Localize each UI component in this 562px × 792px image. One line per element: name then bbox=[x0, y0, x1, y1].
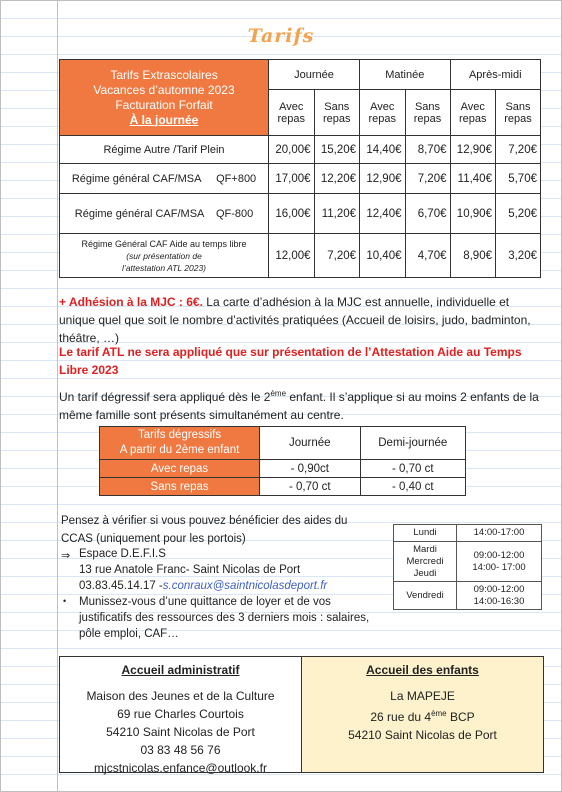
price-cell: 11,20€ bbox=[314, 194, 359, 234]
degressive-table bbox=[99, 426, 466, 496]
price-cell: 11,40€ bbox=[450, 164, 495, 194]
espace-block bbox=[79, 546, 379, 594]
children-contact bbox=[302, 657, 543, 772]
period-apres-midi: Après-midi bbox=[450, 60, 541, 90]
price-cell: 12,20€ bbox=[314, 164, 359, 194]
header-line: Vacances d’automne 2023 bbox=[93, 82, 235, 97]
atl-note: Le tarif ATL ne sera appliqué que sur présentation de l’Attestation Aide au Temps Libre 2023 bbox=[59, 345, 522, 377]
price-cell: 12,00€ bbox=[269, 234, 314, 278]
degressive-text: enfant. Il s’applique si au moins 2 enfants de la même famille sont présents simultanément au centre. bbox=[59, 390, 539, 422]
price-cell: 10,90€ bbox=[450, 194, 495, 234]
times-cell: 14:00-17:00 bbox=[457, 525, 542, 542]
table-row bbox=[100, 478, 466, 496]
espace-address: 13 rue Anatole Franc- Saint Nicolas de Port bbox=[79, 564, 301, 576]
table-row bbox=[60, 164, 541, 194]
price-cell: 5,20€ bbox=[495, 194, 540, 234]
subcol-sans: Sans repas bbox=[495, 90, 540, 136]
degressive-header: Tarifs dégressifs A partir du 2ème enfant bbox=[100, 427, 260, 460]
degressive-text: Un tarif dégressif sera appliqué dès le 2 bbox=[59, 390, 271, 404]
price-cell: 8,90€ bbox=[450, 234, 495, 278]
price-cell: 12,90€ bbox=[360, 164, 405, 194]
header-line: Tarifs Extrascolaires bbox=[110, 67, 218, 82]
price-cell: 12,40€ bbox=[360, 194, 405, 234]
days-cell: Mardi Mercredi Jeudi bbox=[394, 542, 457, 582]
row-label-main: Régime Général CAF Aide au temps libre bbox=[81, 238, 247, 249]
degressive-paragraph bbox=[59, 385, 541, 424]
price-cell: 16,00€ bbox=[269, 194, 314, 234]
contacts-box bbox=[59, 656, 544, 773]
header-line: Facturation Forfait bbox=[115, 97, 213, 112]
espace-email-link[interactable]: s.conraux@saintnicolasdeport.fr bbox=[162, 580, 328, 592]
row-label: Régime général CAF/MSA QF-800 bbox=[60, 194, 269, 234]
price-cell: 5,70€ bbox=[495, 164, 540, 194]
days-cell: Lundi bbox=[394, 525, 457, 542]
times-cell: 09:00-12:00 14:00- 17:00 bbox=[457, 542, 542, 582]
subcol-avec: Avec repas bbox=[450, 90, 495, 136]
children-line: 26 rue du 4ème BCP bbox=[370, 709, 475, 724]
admin-email[interactable]: mjcstnicolas.enfance@outlook.fr bbox=[94, 761, 267, 775]
admin-line: 54210 Saint Nicolas de Port bbox=[106, 725, 255, 739]
adhesion-text: La carte d’adhésion à la MJC est annuelle, individuelle et unique quel que soit le nombre d’activités pratiquées (Accueil de loisirs, judo, badminton, théâtre, …) bbox=[59, 295, 531, 345]
arrow-bullet-icon: ⇒ bbox=[61, 550, 71, 562]
adhesion-paragraph bbox=[59, 293, 541, 347]
margin-line bbox=[57, 1, 58, 791]
price-cell: 7,20€ bbox=[314, 234, 359, 278]
espace-name: Espace D.E.F.I.S bbox=[79, 548, 166, 560]
opening-hours-table bbox=[393, 524, 542, 610]
row-label: Régime Autre /Tarif Plein bbox=[60, 136, 269, 164]
price-cell: 3,20€ bbox=[495, 234, 540, 278]
docs-note: Munissez-vous d’une quittance de loyer et de vos justificatifs des ressources des 3 derniers mois : salaires, pôle emploi, CAF… bbox=[79, 596, 370, 640]
table-row bbox=[394, 582, 542, 610]
table-row bbox=[60, 194, 541, 234]
table-row bbox=[394, 525, 542, 542]
admin-line: Maison des Jeunes et de la Culture bbox=[86, 689, 275, 703]
admin-line: 69 rue Charles Courtois bbox=[117, 707, 244, 721]
admin-title: Accueil administratif bbox=[121, 663, 240, 677]
period-journee: Journée bbox=[269, 60, 360, 90]
espace-phone: 03.83.45.14.17 - bbox=[79, 580, 163, 592]
ccas-intro: Pensez à vérifier si vous pouvez bénéficier des aides du CCAS (uniquement pour les portois) bbox=[61, 515, 348, 545]
subcol-avec: Avec repas bbox=[269, 90, 314, 136]
tariff-header-cell bbox=[60, 60, 269, 136]
adhesion-price: + Adhésion à la MJC : 6€. bbox=[59, 295, 203, 309]
row-label-note: l’attestation ATL 2023) bbox=[122, 262, 206, 273]
table-row bbox=[60, 234, 541, 278]
col-journee: Journée bbox=[260, 427, 360, 460]
value-cell: - 0,70 ct bbox=[360, 460, 465, 478]
row-label: Régime général CAF/MSA QF+800 bbox=[60, 164, 269, 194]
value-cell: - 0,40 ct bbox=[360, 478, 465, 496]
value-cell: - 0,90ct bbox=[260, 460, 360, 478]
price-cell: 20,00€ bbox=[269, 136, 314, 164]
row-label bbox=[60, 234, 269, 278]
page-title: Tarifs bbox=[247, 25, 315, 47]
period-matinee: Matinée bbox=[360, 60, 450, 90]
bullet-icon: • bbox=[63, 596, 67, 606]
price-cell: 12,90€ bbox=[450, 136, 495, 164]
row-label: Sans repas bbox=[100, 478, 260, 496]
table-row bbox=[394, 542, 542, 582]
header-line: À la journée bbox=[129, 112, 199, 127]
row-label: Avec repas bbox=[100, 460, 260, 478]
price-cell: 6,70€ bbox=[405, 194, 450, 234]
price-cell: 14,40€ bbox=[360, 136, 405, 164]
price-cell: 15,20€ bbox=[314, 136, 359, 164]
value-cell: - 0,70 ct bbox=[260, 478, 360, 496]
price-cell: 7,20€ bbox=[495, 136, 540, 164]
times-cell: 09:00-12:00 14:00-16:30 bbox=[457, 582, 542, 610]
children-line: La MAPEJE bbox=[390, 689, 455, 703]
admin-phone: 03 83 48 56 76 bbox=[140, 743, 221, 757]
price-cell: 17,00€ bbox=[269, 164, 314, 194]
col-demi-journee: Demi-journée bbox=[360, 427, 465, 460]
admin-contact bbox=[60, 657, 302, 775]
days-cell: Vendredi bbox=[394, 582, 457, 610]
superscript: ème bbox=[270, 389, 287, 398]
subcol-sans: Sans repas bbox=[405, 90, 450, 136]
children-line: 54210 Saint Nicolas de Port bbox=[348, 728, 497, 742]
price-cell: 10,40€ bbox=[360, 234, 405, 278]
children-title: Accueil des enfants bbox=[366, 663, 479, 677]
subcol-sans: Sans repas bbox=[314, 90, 359, 136]
table-row bbox=[100, 460, 466, 478]
price-cell: 4,70€ bbox=[405, 234, 450, 278]
row-label-note: (sur présentation de bbox=[126, 250, 202, 261]
subcol-avec: Avec repas bbox=[360, 90, 405, 136]
table-row bbox=[60, 136, 541, 164]
price-cell: 7,20€ bbox=[405, 164, 450, 194]
tariff-table bbox=[59, 59, 541, 278]
price-cell: 8,70€ bbox=[405, 136, 450, 164]
